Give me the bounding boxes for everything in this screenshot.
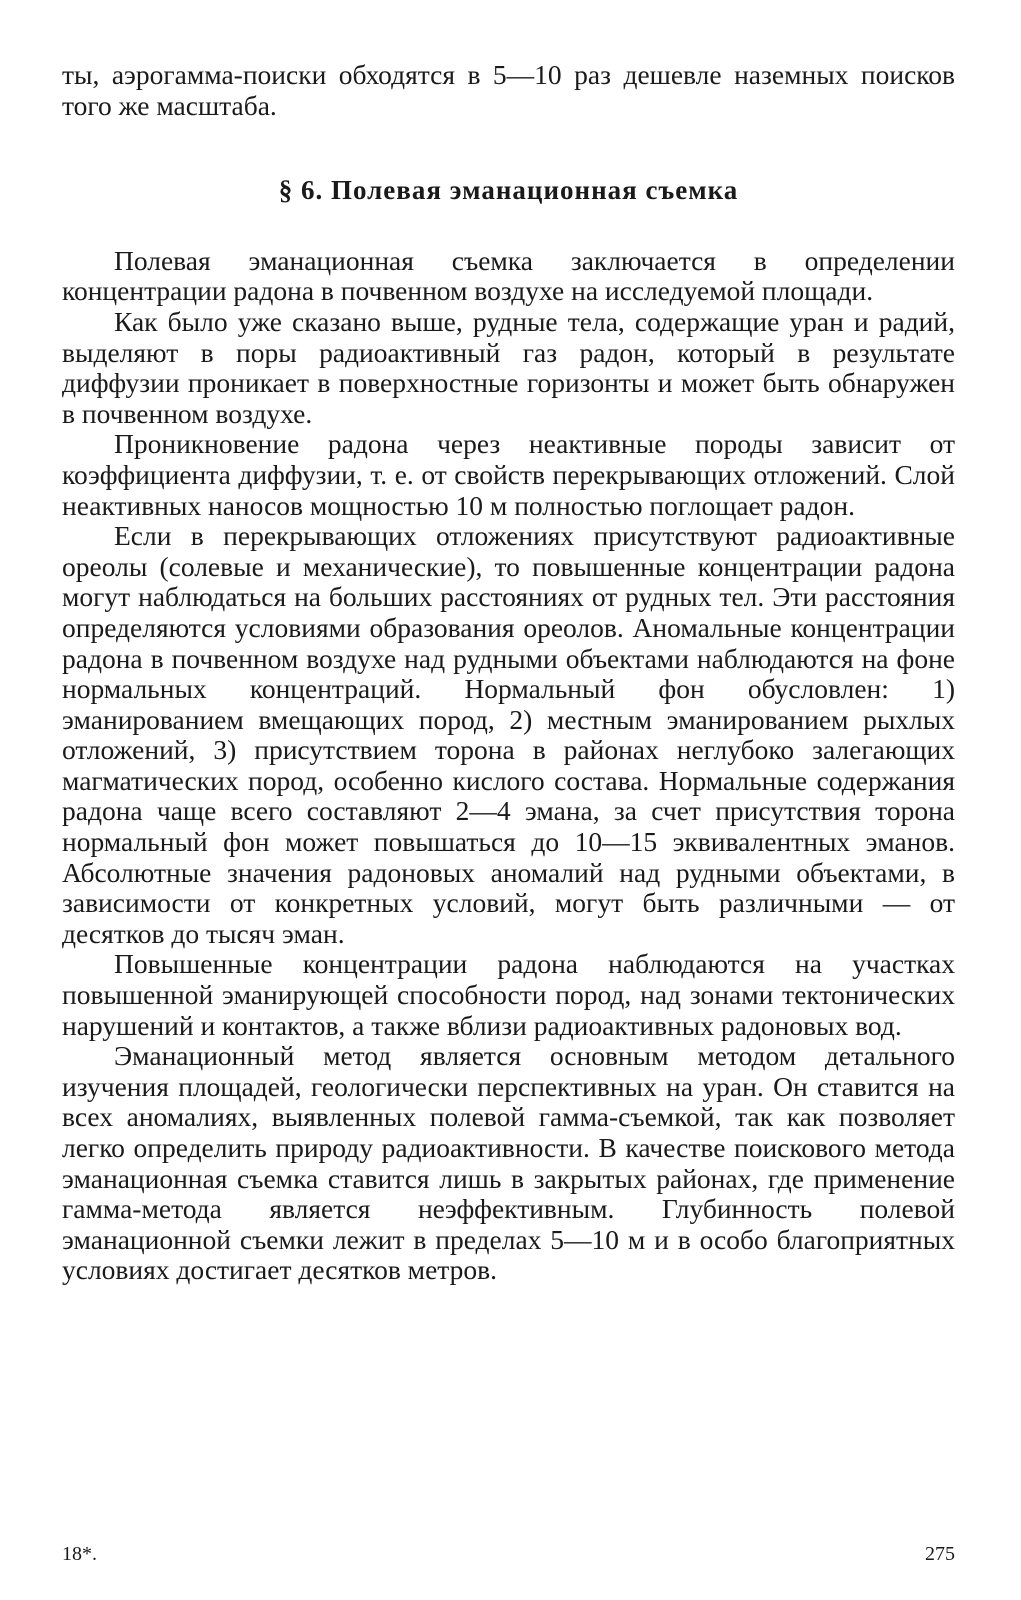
page-number: 275 <box>925 1543 955 1565</box>
top-fragment: ты, аэрогамма-поиски обходятся в 5—10 раз дешевле наземных поисков того же масштаба. <box>62 59 955 121</box>
page-body <box>62 60 955 1286</box>
paragraph: Если в перекрывающих отложениях присутствуют радиоактивные ореолы (солевые и механические), то повышенные концентрации радона могут наблюдаться на больших расстояниях от рудных тел. Эти расстояния определяются условиями образования ореолов. Аномальные концентрации радона в почвенном воздухе над рудными объектами наблюдаются на фоне нормальных концентраций. Нормальный фон обусловлен: 1) эманированием вмещающих пород, 2) местным эманированием рыхлых отложений, 3) присутствием торона в районах неглубоко залегающих магматических пород, особенно кислого состава. Нормальные содержания радона чаще всего составляют 2—4 эмана, за счет присутствия торона нормальный фон может повышаться до 10—15 эквивалентных эманов. Абсолютные значения радоновых аномалий над рудными объектами, в зависимости от конкретных условий, могут быть различными — от десятков до тысяч эман. <box>62 520 955 949</box>
section-heading: § 6. Полевая эманационная съемка <box>278 175 739 206</box>
paragraph: Полевая эманационная съемка заключается в определении концентрации радона в почвенном воздухе на исследуемой площади. <box>62 244 955 307</box>
paragraph: Как было уже сказано выше, рудные тела, содержащие уран и радий, выделяют в поры радиоактивный газ радон, который в результате диффузии проникает в поверхностные горизонты и может быть обнаружен в почвенном воздухе. <box>62 305 955 429</box>
paragraph: Повышенные концентрации радона наблюдаются на участках повышенной эманирующей способности пород, над зонами тектонических нарушений и контактов, а также вблизи радиоактивных радоновых вод. <box>62 948 955 1041</box>
paragraph: Проникновение радона через неактивные породы зависит от коэффициента диффузии, т. е. от свойств перекрывающих отложений. Слой неактивных наносов мощностью 10 м полностью поглощает радон. <box>62 428 955 521</box>
signature-mark: 18*. <box>62 1543 97 1565</box>
paragraph: Эманационный метод является основным методом детального изучения площадей, геологически перспективных на уран. Он ставится на всех аномалиях, выявленных полевой гамма-съемкой, так как позволяет легко определить природу радиоактивности. В качестве поискового метода эманационная съемка ставится лишь в закрытых районах, где применение гамма-метода является неэффективным. Глубинность полевой эманационной съемки лежит в пределах 5—10 м и в особо благоприятных условиях достигает десятков метров. <box>62 1040 955 1286</box>
